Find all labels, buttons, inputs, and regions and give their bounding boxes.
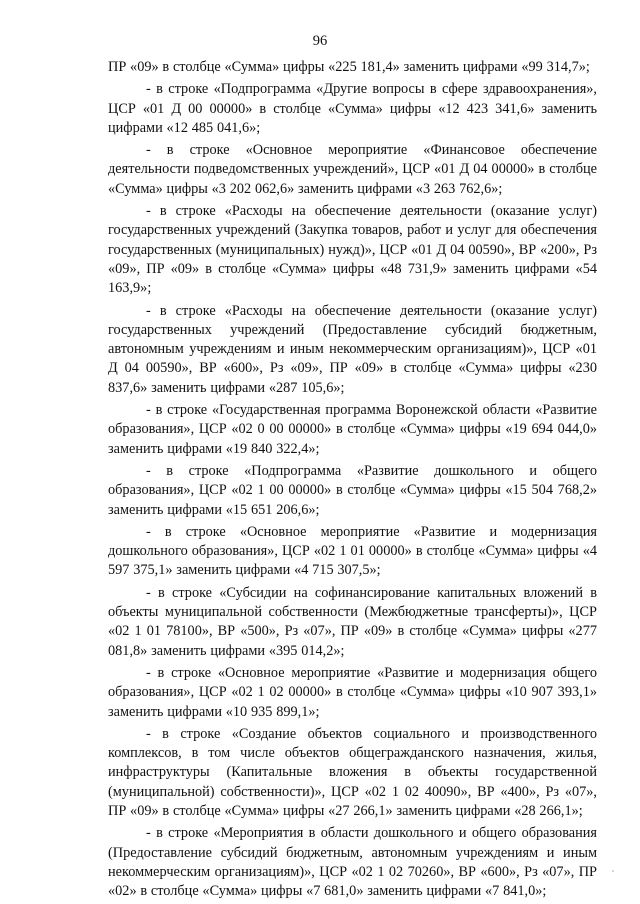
scan-speck xyxy=(612,870,614,872)
amendments-text xyxy=(108,58,597,904)
amendment-paragraph-7: - в строке «Подпрограмма «Развитие дошкольного и общего образования», ЦСР «02 1 00 00000» в столбце «Сумма» цифры «15 504 768,2» заменить цифрами «15 651 206,6»; xyxy=(108,462,597,518)
amendment-paragraph-10: - в строке «Основное мероприятие «Развитие и модернизация общего образования», ЦСР «02 1 02 00000» в столбце «Сумма» цифры «10 907 393,1» заменить цифрами «10 935 899,1»; xyxy=(108,664,597,720)
amendment-paragraph-5: - в строке «Расходы на обеспечение деятельности (оказание услуг) государственных учреждений (Предоставление субсидий бюджетным, автономным учреждениям и иным некоммерческим организациям)», ЦСР «01 Д 04 00590», ВР «600», Рз «09», ПР «09» в столбце «Сумма» цифры «230 837,6» заменить цифрами «287 105,6»; xyxy=(108,302,597,396)
amendment-paragraph-2: - в строке «Подпрограмма «Другие вопросы в сфере здравоохранения», ЦСР «01 Д 00 00000» в столбце «Сумма» цифры «12 423 341,6» заменить цифрами «12 485 041,6»; xyxy=(108,81,597,136)
amendment-paragraph-8: - в строке «Основное мероприятие «Развитие и модернизация дошкольного образования», ЦСР «02 1 01 00000» в столбце «Сумма» цифры «4 597 375,1» заменить цифрами «4 715 307,5»; xyxy=(108,523,597,579)
page-number: 96 xyxy=(312,33,328,49)
amendment-paragraph-12: - в строке «Мероприятия в области дошкольного и общего образования (Предоставление субсидий бюджетным, автономным учреждениям и иным некоммерческим организациям)», ЦСР «02 1 02 70260», ВР «600», Рз «07», ПР «02» в столбце «Сумма» цифры «7 681,0» заменить цифрами «7 841,0»; xyxy=(108,825,597,900)
amendment-paragraph-9: - в строке «Субсидии на софинансирование капитальных вложений в объекты муниципальной собственности (Межбюджетные трансферты)», ЦСР «02 1 01 78100», ВР «500», Рз «07», ПР «09» в столбце «Сумма» цифры «277 081,8» заменить цифрами «395 014,2»; xyxy=(108,584,597,659)
amendment-paragraph-6: - в строке «Государственная программа Воронежской области «Развитие образования», ЦСР «02 0 00 00000» в столбце «Сумма» цифры «19 694 044,0» заменить цифрами «19 840 322,4»; xyxy=(108,402,597,457)
amendment-paragraph-3: - в строке «Основное мероприятие «Финансовое обеспечение деятельности подведомственных учреждений», ЦСР «01 Д 04 00000» в столбце «Сумма» цифры «3 202 062,6» заменить цифрами «3 263 762,6»; xyxy=(108,142,597,197)
amendment-paragraph-1: ПР «09» в столбце «Сумма» цифры «225 181,4» заменить цифрами «99 314,7»; xyxy=(108,59,590,75)
amendment-paragraph-4: - в строке «Расходы на обеспечение деятельности (оказание услуг) государственных учреждений (Закупка товаров, работ и услуг для обеспечения государственных (муниципальных) нужд)», ЦСР «01 Д 04 00590», ВР «200», Рз «09», ПР «09» в столбце «Сумма» цифры «48 731,9» заменить цифрами «54 163,9»; xyxy=(108,203,597,297)
amendment-paragraph-11: - в строке «Создание объектов социального и производственного комплексов, в том числе объектов общегражданского назначения, жилья, инфраструктуры (Капитальные вложения в объекты государственной (муниципальной) собственности)», ЦСР «02 1 02 40090», ВР «400», Рз «07», ПР «09» в столбце «Сумма» цифры «27 266,1» заменить цифрами «28 266,1»; xyxy=(108,725,597,819)
